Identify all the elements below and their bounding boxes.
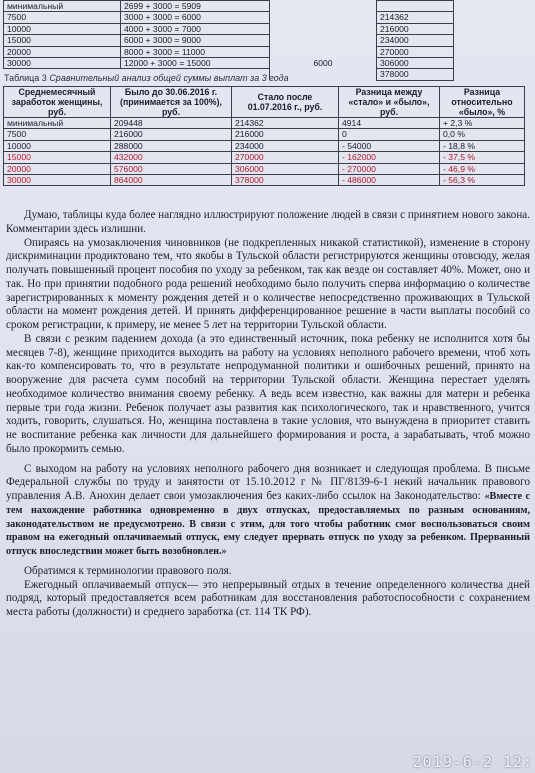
- cell-calc: 6000 + 3000 = 9000: [121, 35, 270, 46]
- cell-value: 306000: [377, 58, 454, 69]
- cell-before: 864000: [111, 175, 232, 186]
- comparison-table-row: [4, 175, 525, 186]
- cell-calc: 2699 + 3000 = 5909: [121, 1, 270, 12]
- cell-after: 378000: [232, 175, 339, 186]
- comparison-table: [3, 86, 525, 186]
- paragraph-terminology: Обратимся к терминологии правового поля.: [24, 564, 232, 577]
- payments-table-top-row: [4, 1, 454, 12]
- cell-label: 7500: [4, 12, 121, 23]
- payments-table-top-row: [4, 35, 454, 46]
- comparison-table-row: [4, 152, 525, 163]
- cell-value: 216000: [377, 23, 454, 34]
- paragraph-definition: Ежегодный оплачиваемый отпуск— это непрерывный отдых в течение определенного количества дней подряд, который предоставляется всем работникам для восстановления работоспособности с сохранением места работы (должности) и среднего заработка (ст. 114 ТК РФ).: [6, 578, 530, 618]
- cell-pct: - 18,8 %: [440, 140, 525, 151]
- article-body: [6, 209, 530, 620]
- payments-table-top: [3, 0, 454, 81]
- cell-value: 378000: [377, 69, 454, 80]
- cell-before: 576000: [111, 163, 232, 174]
- payments-table-top-row: [4, 12, 454, 23]
- cell-pct: 0,0 %: [440, 129, 525, 140]
- comparison-table-row: [4, 118, 525, 129]
- cell-value: 214362: [377, 12, 454, 23]
- cell-after: 216000: [232, 129, 339, 140]
- cell-before: 432000: [111, 152, 232, 163]
- cell-after: 306000: [232, 163, 339, 174]
- cell-earn: 10000: [4, 140, 111, 151]
- cell-earn: 15000: [4, 152, 111, 163]
- cell-note: [270, 12, 377, 23]
- cell-value: 270000: [377, 46, 454, 57]
- letter-quote: «Вместе с тем нахождение работника одновременно в двух отпусках, предоставляемых по разным основаниям, законодательством не предусмотрено. В связи с этим, для того чтобы работник смог воспользоваться своим правом на ежегодный оплачиваемый отпуск, ему следует прервать отпуск по уходу за ребенком. Прерванный отпуск впоследствии может быть возобновлен.»: [6, 491, 531, 557]
- cell-note: [270, 23, 377, 34]
- cell-label: 20000: [4, 46, 121, 57]
- payments-table-top-body: [4, 1, 454, 81]
- cell-before: 288000: [111, 140, 232, 151]
- cell-calc: 12000 + 3000 = 15000: [121, 58, 270, 69]
- cell-note: [270, 35, 377, 46]
- cell-pct: - 56,3 %: [440, 175, 525, 186]
- cell-diff: 0: [339, 129, 440, 140]
- cell-before: 216000: [111, 129, 232, 140]
- cell-earn: минимальный: [4, 118, 111, 129]
- comparison-table-row: [4, 140, 525, 151]
- cell-diff: - 54000: [339, 140, 440, 151]
- cell-label: 30000: [4, 58, 121, 69]
- paragraph-intro: Думаю, таблицы куда более наглядно иллюстрируют положение людей в связи с принятием нового закона. Комментарии здесь излишни.: [6, 209, 530, 235]
- cell-earn: 30000: [4, 175, 111, 186]
- cell-calc: 3000 + 3000 = 6000: [121, 12, 270, 23]
- paragraph-officials: Опираясь на умозаключения чиновников (не подкрепленных никакой статистикой), изменение в сторону дискриминации продиктовано тем, что якобы в Тульской области регистрируются женщины отовсюду, желая получать повышенный процент пособия по уходу за ребенком, так как везде он составляет 40%. Может, оно и так. Но при принятии подобного рода решений необходимо было получить сперва информацию о количестве зарегистрированных к моменту рождения детей и о количестве непосредственно проживающих в Тульской области на момент рождения детей. И принять дифференцированное решение в части выплаты пособий со сроком регистрации, к примеру, не менее 5 лет на территории Тульской области.: [6, 236, 530, 331]
- cell-calc: 4000 + 3000 = 7000: [121, 23, 270, 34]
- table-caption: [4, 73, 289, 83]
- table-caption-text: Сравнительный анализ общей суммы выплат за 3 года: [49, 73, 289, 83]
- payments-table-top-row: [4, 46, 454, 57]
- cell-pct: - 37,5 %: [440, 152, 525, 163]
- cell-value: 234000: [377, 35, 454, 46]
- payments-table-top-row: [4, 23, 454, 34]
- header-percent: Разница относительно «было», %: [440, 87, 525, 118]
- table-caption-number: Таблица 3: [4, 73, 47, 83]
- paragraph-letter-text: С выходом на работу на условиях неполного рабочего дня возникает и следующая проблема. В письме Федеральной службы по труду и занятости от 15.10.2012 г № ПГ/8139-6-1 некий начальник правового управления А.В. Анохин делает свои умозаключения без каких-либо ссылок на Законодательство:: [6, 462, 530, 502]
- cell-value: [377, 1, 454, 12]
- header-earnings: Среднемесячный заработок женщины, руб.: [4, 87, 111, 118]
- cell-pct: - 46,9 %: [440, 163, 525, 174]
- photo-timestamp: 2019-6-2 12:: [412, 753, 533, 771]
- cell-label: 15000: [4, 35, 121, 46]
- payments-table-top-row: [4, 58, 454, 69]
- cell-note: [270, 46, 377, 57]
- cell-earn: 20000: [4, 163, 111, 174]
- cell-calc: 8000 + 3000 = 11000: [121, 46, 270, 57]
- cell-after: 234000: [232, 140, 339, 151]
- header-before: Было до 30.06.2016 г. (принимается за 100%), руб.: [111, 87, 232, 118]
- header-difference: Разница между «стало» и «было», руб.: [339, 87, 440, 118]
- cell-diff: 4914: [339, 118, 440, 129]
- cell-label: минимальный: [4, 1, 121, 12]
- comparison-table-header: [4, 87, 525, 118]
- cell-diff: - 162000: [339, 152, 440, 163]
- cell-after: 270000: [232, 152, 339, 163]
- cell-note: [270, 58, 377, 69]
- comparison-table-body: [4, 118, 525, 186]
- comparison-table-row: [4, 129, 525, 140]
- cell-earn: 7500: [4, 129, 111, 140]
- cell-diff: - 270000: [339, 163, 440, 174]
- cell-label: 10000: [4, 23, 121, 34]
- header-after: Стало после 01.07.2016 г., руб.: [232, 87, 339, 118]
- cell-note-text: 6000: [313, 58, 333, 69]
- cell-note: [270, 1, 377, 12]
- comparison-table-row: [4, 163, 525, 174]
- cell-before: 209448: [111, 118, 232, 129]
- paragraph-letter: [6, 463, 530, 559]
- paragraph-income-drop: В связи с резким падением дохода (а это единственный источник, пока ребенку не исполнится хотя бы месяцев 7-8), женщине приходится выходить на работу на условиях неполного рабочего времени, чтоб хоть как-то компенсировать то, что в результате непродуманной политики и ошибочных решений, принято на вооружение для расчета сумм пособий на территории Тульской области. Женщина перестает уделять необходимое количество внимания своему ребенку. А ведь всем известно, как важны для матери и ребенка первые три года жизни. Ребенок получает азы развития как психологического, так и нравственного, учится ходить, говорить, слушаться. Но, женщина поставлена в такие условия, что вынуждена в приоритет ставить не воспитание ребенка как личности для дальнейшего формирования и роста, а зарабатывать, чтоб можно было прокормить семью.: [6, 332, 530, 455]
- cell-after: 214362: [232, 118, 339, 129]
- cell-pct: + 2,3 %: [440, 118, 525, 129]
- cell-diff: - 486000: [339, 175, 440, 186]
